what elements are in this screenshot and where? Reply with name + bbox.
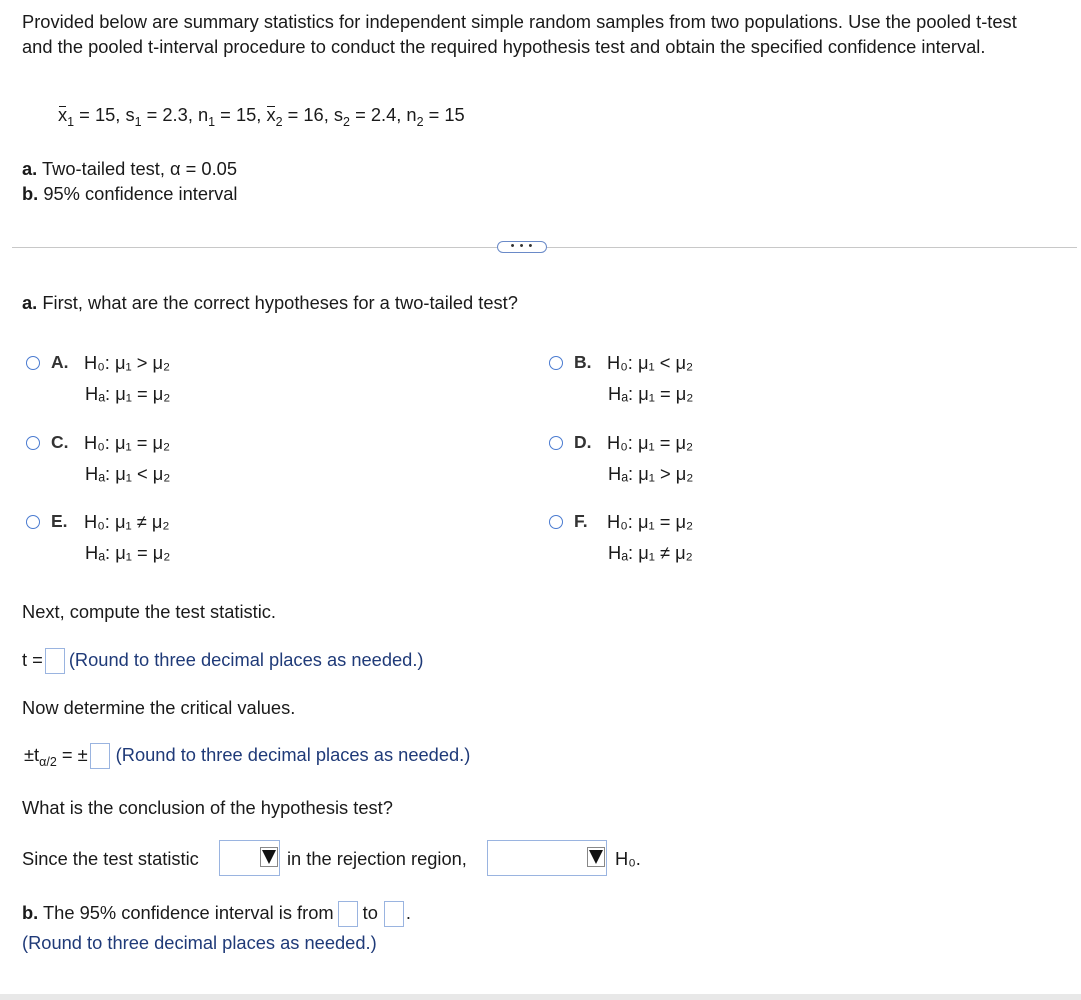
radio-option-a[interactable] xyxy=(26,356,40,370)
option-f[interactable]: F. H₀: μ₁ = μ₂ Hₐ: μ₁ ≠ μ₂ xyxy=(549,511,779,575)
option-b[interactable]: B. H₀: μ₁ < μ₂ Hₐ: μ₁ = μ₂ xyxy=(549,352,779,416)
ci-row: b. The 95% confidence interval is from to . xyxy=(22,901,411,927)
conclusion-lead: Since the test statistic xyxy=(22,848,199,869)
test-stat-prompt: Next, compute the test statistic. xyxy=(22,601,277,622)
bottom-scroll-strip xyxy=(0,994,1081,1000)
option-c[interactable]: C. H₀: μ₁ = μ₂ Hₐ: μ₁ < μ₂ xyxy=(26,432,256,496)
radio-option-f[interactable] xyxy=(549,515,563,529)
radio-option-e[interactable] xyxy=(26,515,40,529)
part-a: a. Two-tailed test, α = 0.05 xyxy=(22,158,238,179)
option-e[interactable]: E. H₀: μ₁ ≠ μ₂ Hₐ: μ₁ = μ₂ xyxy=(26,511,256,575)
radio-option-d[interactable] xyxy=(549,436,563,450)
problem-parts xyxy=(22,156,237,206)
question-a: a. First, what are the correct hypotheses for a two-tailed test? xyxy=(22,292,518,313)
chevron-down-icon xyxy=(262,850,276,864)
part-b: b. 95% confidence interval xyxy=(22,183,238,204)
test-stat-input[interactable] xyxy=(45,648,65,674)
ci-upper-input[interactable] xyxy=(384,901,404,927)
conclusion-dropdown-1[interactable] xyxy=(219,840,280,876)
ci-lower-input[interactable] xyxy=(338,901,358,927)
option-a[interactable]: A. H₀: μ₁ > μ₂ Hₐ: μ₁ = μ₂ xyxy=(26,352,256,416)
critical-prompt: Now determine the critical values. xyxy=(22,697,296,718)
test-stat-row: t = (Round to three decimal places as needed.) xyxy=(22,648,424,674)
ci-hint: (Round to three decimal places as needed.) xyxy=(22,932,377,953)
radio-option-b[interactable] xyxy=(549,356,563,370)
conclusion-prompt: What is the conclusion of the hypothesis test? xyxy=(22,797,393,818)
chevron-down-icon xyxy=(589,850,603,864)
given-statistics: $x_1 = 15$, $s_1 = 2.3$, $n_1 = 15$, $x_2 = 16$, $s_2 = 2.4$, $n_2 = 15$ xyxy=(58,104,465,129)
option-d[interactable]: D. H₀: μ₁ = μ₂ Hₐ: μ₁ > μ₂ xyxy=(549,432,779,496)
problem-intro: Provided below are summary statistics for independent simple random samples from two populations. Use the pooled t-test and the pooled t-interval procedure to conduct the required hypothesis test and obtain the specified confidence interval. xyxy=(22,11,1017,57)
critical-row: $\pm t_{\alpha/2}$ = ± (Round to three decimal places as needed.) xyxy=(24,743,471,769)
expand-more-button[interactable]: • • • xyxy=(497,241,547,253)
radio-option-c[interactable] xyxy=(26,436,40,450)
critical-value-input[interactable] xyxy=(90,743,110,769)
conclusion-mid: in the rejection region, xyxy=(287,848,467,869)
conclusion-dropdown-2[interactable] xyxy=(487,840,607,876)
conclusion-tail: H₀. xyxy=(615,848,641,869)
